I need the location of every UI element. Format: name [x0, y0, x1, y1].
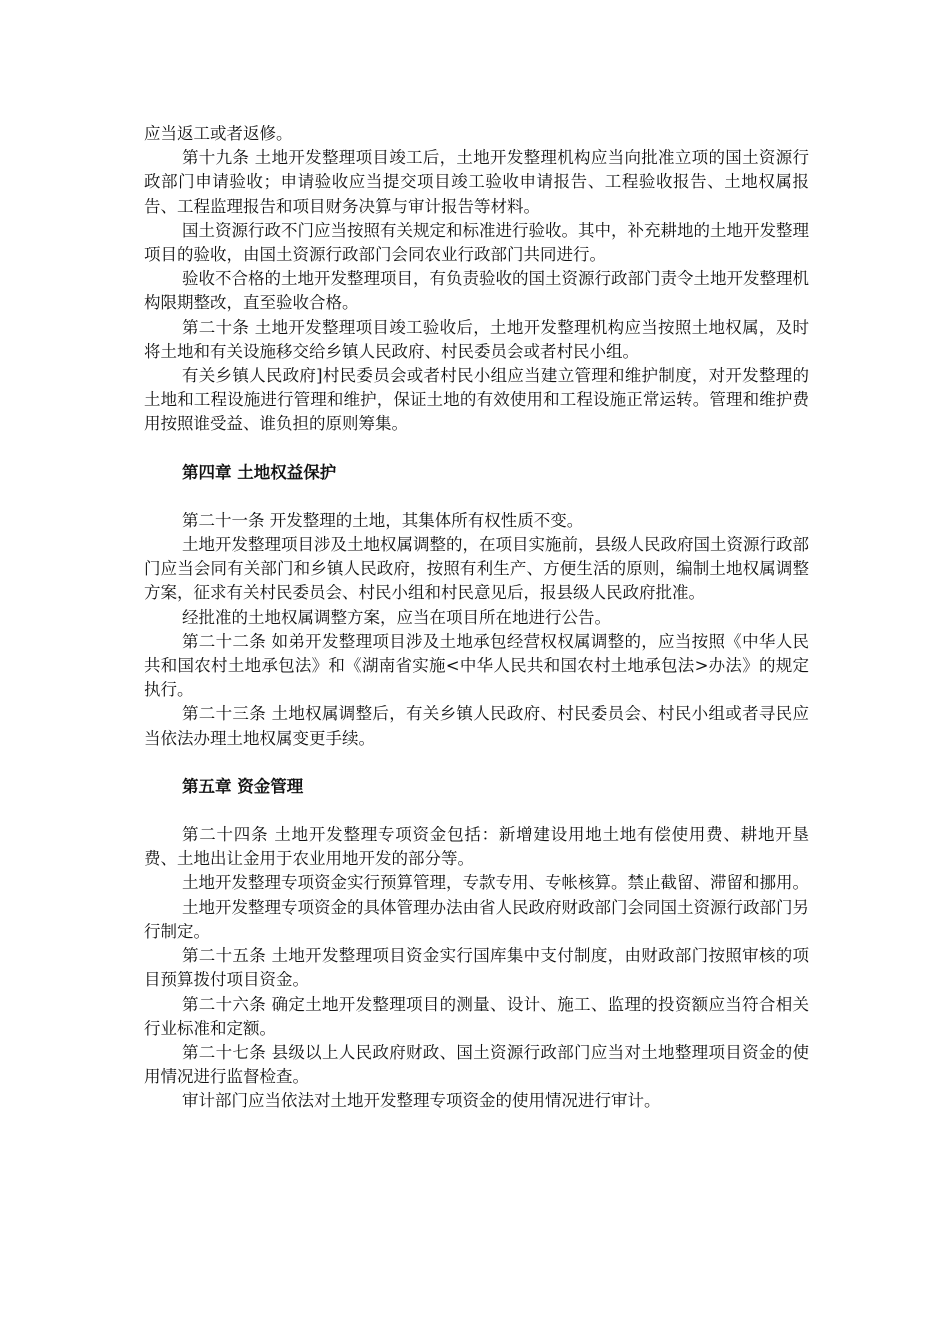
paragraph-article-26: 第二十六条 确定土地开发整理项目的测量、设计、施工、监理的投资额应当符合相关行业标准和定额。 [144, 994, 809, 1038]
paragraph-article-25: 第二十五条 土地开发整理项目资金实行国库集中支付制度，由财政部门按照审核的项目预算拨付项目资金。 [144, 946, 809, 990]
chapter-4-heading: 第四章 土地权益保护 [182, 462, 337, 482]
paragraph: 验收不合格的土地开发整理项目，有负责验收的国土资源行政部门责令土地开发整理机构限期整改，直至验收合格。 [144, 269, 809, 313]
paragraph-article-19: 第十九条 土地开发整理项目竣工后，土地开发整理机构应当向批准立项的国土资源行政部门申请验收；申请验收应当提交项目竣工验收申请报告、工程验收报告、土地权属报告、工程监理报告和项目财务决算与审计报告等材料。 [144, 148, 809, 216]
spacer [144, 799, 809, 823]
paragraph-article-24: 第二十四条 土地开发整理专项资金包括：新增建设用地土地有偿使用费、耕地开垦费、土地出让金用于农业用地开发的部分等。 [144, 825, 809, 869]
paragraph: 土地开发整理专项资金的具体管理办法由省人民政府财政部门会同国土资源行政部门另行制定。 [144, 897, 809, 941]
chapter-5-heading: 第五章 资金管理 [182, 776, 304, 796]
paragraph: 土地开发整理专项资金实行预算管理，专款专用、专帐核算。禁止截留、滞留和挪用。 [182, 873, 809, 893]
paragraph-article-20: 第二十条 土地开发整理项目竣工验收后，土地开发整理机构应当按照土地权属，及时将土地和有关设施移交给乡镇人民政府、村民委员会或者村民小组。 [144, 317, 809, 361]
paragraph: 经批准的土地权属调整方案，应当在项目所在地进行公告。 [182, 607, 611, 627]
paragraph-article-23: 第二十三条 土地权属调整后，有关乡镇人民政府、村民委员会、村民小组或者寻民应当依法办理土地权属变更手续。 [144, 704, 809, 748]
paragraph: 应当返工或者返修。 [144, 124, 293, 143]
spacer [144, 751, 809, 775]
paragraph: 有关乡镇人民政府]村民委员会或者村民小组应当建立管理和维护制度，对开发整理的土地和工程设施进行管理和维护，保证土地的有效使用和工程设施正常运转。管理和维护费用按照谁受益、谁负担的原则筹集。 [144, 366, 809, 434]
paragraph-article-27: 第二十七条 县级以上人民政府财政、国土资源行政部门应当对土地整理项目资金的使用情况进行监督检查。 [144, 1042, 809, 1087]
document-body [144, 122, 809, 1114]
paragraph: 审计部门应当依法对土地开发整理专项资金的使用情况进行审计。 [182, 1091, 661, 1111]
paragraph: 土地开发整理项目涉及土地权属调整的，在项目实施前，县级人民政府国土资源行政部门应当会同有关部门和乡镇人民政府，按照有利生产、方便生活的原则，编制土地权属调整方案，征求有关村民委员会、村民小组和村民意见后，报县级人民政府批准。 [144, 535, 809, 603]
spacer [144, 437, 809, 461]
spacer [144, 485, 809, 509]
paragraph: 国土资源行政不门应当按照有关规定和标准进行验收。其中，补充耕地的土地开发整理项目的验收，由国土资源行政部门会同农业行政部门共同进行。 [144, 220, 809, 265]
paragraph-article-21: 第二十一条 开发整理的土地，其集体所有权性质不变。 [182, 510, 584, 530]
paragraph-article-22: 第二十二条 如弟开发整理项目涉及土地承包经营权权属调整的，应当按照《中华人民共和国农村土地承包法》和《湖南省实施<中华人民共和国农村土地承包法>办法》的规定执行。 [144, 631, 809, 700]
